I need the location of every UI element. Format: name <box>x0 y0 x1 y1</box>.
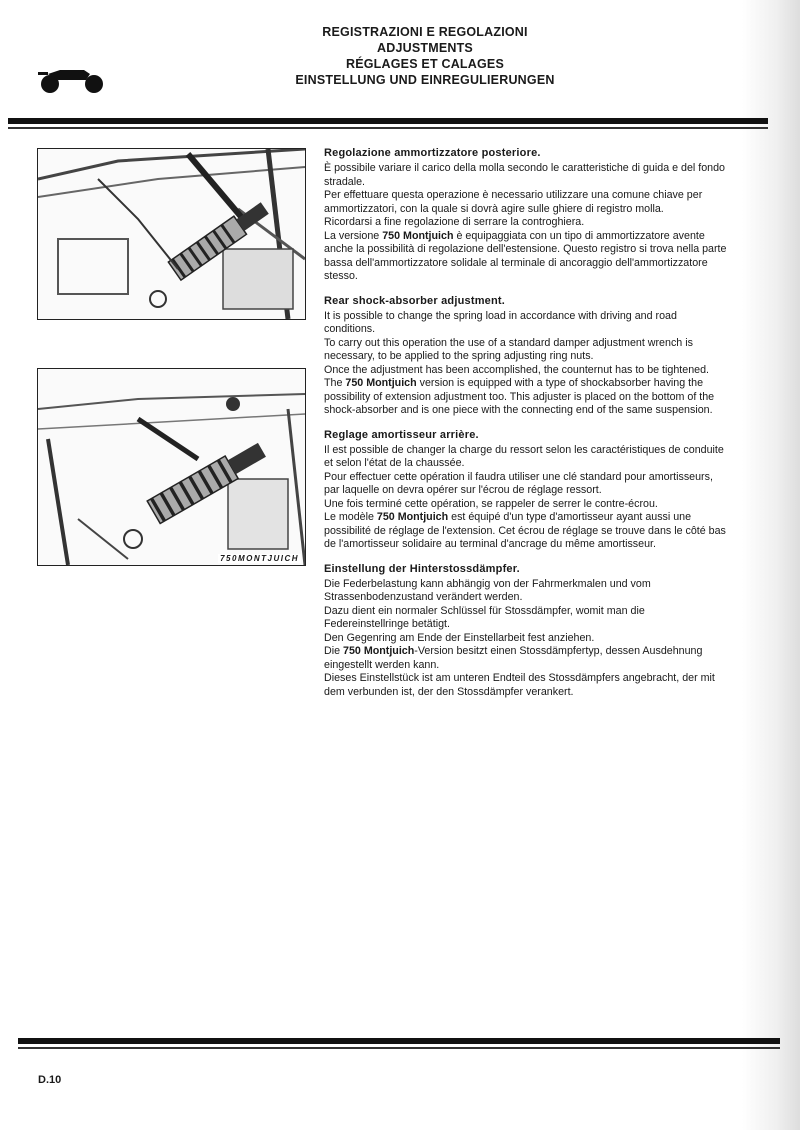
section-title-italian: Regolazione ammortizzatore posteriore. <box>324 147 541 159</box>
title-german: EINSTELLUNG UND EINREGULIERUNGEN <box>295 73 555 87</box>
section-german <box>324 562 728 700</box>
paragraph: Per effettuare questa operazione è necessario utilizzare una comune chiave per ammortizzatori, con la quale si dovrà agire sulle ghiere di registro molla. <box>324 189 703 215</box>
paragraph-text: The <box>324 377 346 389</box>
section-title-english: Rear shock-absorber adjustment. <box>324 294 506 307</box>
paragraph <box>324 645 728 672</box>
section-title-german: Einstellung der Hinterstossdämpfer. <box>324 562 520 575</box>
model-name: 750 Montjuich <box>382 229 454 242</box>
page-number: D.10 <box>38 1074 62 1086</box>
header-rule-thin <box>8 127 768 129</box>
model-name: 750 Montjuich <box>345 377 417 389</box>
paragraph: It is possible to change the spring load in accordance with driving and road conditions. <box>324 309 677 335</box>
paragraph: Die Federbelastung kann abhängig von der Fahrmerkmalen und vom Strassenbodenzustand verändert werden. <box>324 577 651 603</box>
paragraph: Pour effectuer cette opération il faudra utiliser une clé standard pour amortisseurs, par laquelle on devra opérer sur l'écrou de réglage ressort. <box>324 470 713 496</box>
model-name: 750 Montjuich <box>343 645 415 657</box>
paragraph: Once the adjustment has been accomplished, the counternut has to be tightened. <box>324 363 710 376</box>
motorcycle-icon <box>38 62 106 94</box>
paragraph: Dieses Einstellstück ist am unteren Endteil des Stossdämpfers angebracht, der mit dem verbunden ist, der den Stossdämpfer verankert. <box>324 672 715 698</box>
paragraph: Il est possible de changer la charge du ressort selon les caractéristiques de conduite et selon l'état de la chaussée. <box>324 443 724 469</box>
section-italian <box>324 146 728 284</box>
section-english <box>324 294 728 418</box>
shock-absorber-illustration-2 <box>38 369 305 565</box>
paragraph <box>324 511 728 552</box>
paragraph: Dazu dient ein normaler Schlüssel für Stossdämpfer, womit man die Federeinstellringe betätigt. <box>324 604 645 630</box>
footer-rule-thin <box>18 1047 780 1049</box>
model-name: 750 Montjuich <box>376 511 449 523</box>
paragraph-text: Die <box>324 645 344 657</box>
paragraph: Ricordarsi a fine regolazione di serrare la controghiera. <box>324 216 585 228</box>
scan-edge-shadow <box>742 0 800 1130</box>
figure-caption: 750MONTJUICH <box>220 554 299 563</box>
paragraph-text: est équipé d'un type d'amortisseur ayant aussi une possibilité de réglage de l'extension. Cet écrou de réglage se trouve dans le côté bas de l'amortisseur solidaire au terminal d'ancrage du même amortisseur. <box>324 511 726 550</box>
paragraph <box>324 377 728 418</box>
paragraph: Une fois terminé cette opération, se rappeler de serrer le contre-écrou. <box>324 497 658 510</box>
header-rule-thick <box>8 118 768 124</box>
paragraph: Den Gegenring am Ende der Einstellarbeit fest anziehen. <box>324 631 595 644</box>
title-french: RÉGLAGES ET CALAGES <box>346 57 504 71</box>
paragraph-text: -Version besitzt einen Stossdämpfertyp, dessen Ausdehnung eingestellt werden kann. <box>324 645 703 671</box>
section-french <box>324 428 728 552</box>
paragraph: È possibile variare il carico della molla secondo le caratteristiche di guida e del fondo stradale. <box>324 162 726 188</box>
paragraph-text: Le modèle <box>324 511 377 523</box>
title-italian: REGISTRAZIONI E REGOLAZIONI <box>322 25 528 39</box>
footer-rule-thick <box>18 1038 780 1044</box>
shock-absorber-illustration-1 <box>38 149 305 319</box>
text-column <box>324 146 728 709</box>
shock-absorber-figure-2 <box>37 368 306 566</box>
paragraph-text: La versione <box>324 229 383 242</box>
paragraph-text: version is equipped with a type of shockabsorber having the possibility of extension adjustment too. This adjuster is placed on the bottom of the shock-absorber and is one piece with the connecting end of the same suspension. <box>324 377 715 416</box>
paragraph <box>324 230 728 284</box>
shock-absorber-figure-1 <box>37 148 306 320</box>
title-english: ADJUSTMENTS <box>377 41 473 55</box>
page-header <box>200 24 650 88</box>
section-title-french: Reglage amortisseur arrière. <box>324 428 479 441</box>
paragraph: To carry out this operation the use of a standard damper adjustment wrench is necessary, to be applied to the spring adjusting ring nuts. <box>324 336 693 362</box>
paragraph-text: è equipaggiata con un tipo di ammortizzatore avente anche la possibilità di regolazione dell'estensione. Questo registro si trova nella parte bassa dell'ammortizzatore solidale al terminale di ancoraggio dell'ammortizzatore stesso. <box>324 229 727 282</box>
